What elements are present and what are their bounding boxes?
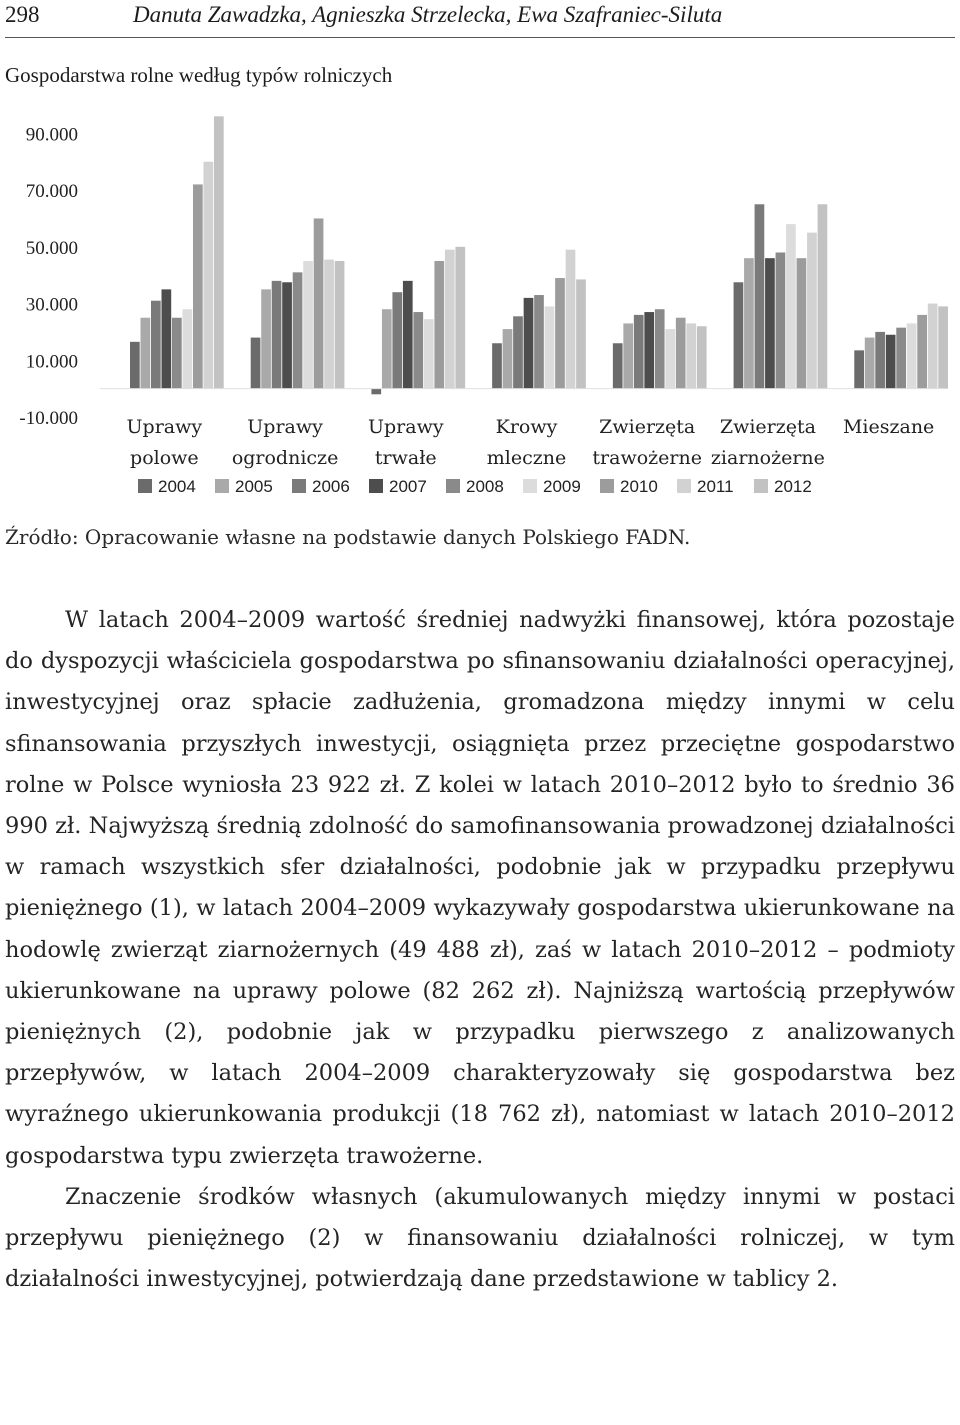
legend-label: 2004	[158, 477, 196, 496]
bar-chart	[0, 100, 960, 510]
bar	[172, 318, 182, 389]
bar	[303, 261, 313, 389]
bar	[413, 312, 423, 389]
y-tick-label: 90.000	[25, 124, 78, 146]
bar	[545, 306, 555, 388]
category-label: Uprawy	[247, 416, 323, 438]
bar	[896, 328, 906, 389]
bar	[130, 342, 140, 389]
bar	[797, 258, 807, 388]
bar	[807, 233, 817, 389]
bar	[917, 315, 927, 389]
running-head-authors: Danuta Zawadzka, Agnieszka Strzelecka, Ewa Szafraniec-Siluta	[133, 2, 723, 27]
bar	[513, 316, 523, 388]
figure-source: Źródło: Opracowanie własne na podstawie danych Polskiego FADN.	[5, 525, 691, 549]
bar	[261, 289, 271, 388]
bar	[875, 332, 885, 389]
legend-swatch	[754, 479, 768, 493]
bar	[403, 281, 413, 389]
bar	[566, 250, 576, 389]
bar	[151, 301, 161, 389]
body-text	[5, 600, 955, 1300]
page-number: 298	[5, 2, 40, 27]
page-header	[5, 2, 955, 34]
bar	[786, 224, 796, 389]
bar	[193, 184, 203, 388]
bar	[324, 260, 334, 389]
bar	[686, 323, 696, 388]
bar	[492, 343, 502, 388]
y-tick-label: -10.000	[19, 408, 78, 429]
legend-label: 2008	[466, 477, 504, 496]
legend-label: 2010	[620, 477, 658, 496]
chart-title: Gospodarstwa rolne według typów rolniczych	[5, 63, 393, 87]
legend-label: 2007	[389, 477, 427, 496]
bar	[854, 350, 864, 388]
legend-label: 2005	[235, 477, 273, 496]
category-label: Zwierzęta	[719, 416, 816, 438]
legend-swatch	[369, 479, 383, 493]
bar	[382, 309, 392, 388]
legend-swatch	[215, 479, 229, 493]
y-tick-label: 30.000	[25, 294, 78, 316]
category-label: mleczne	[486, 447, 567, 469]
bar	[886, 335, 896, 389]
bar	[907, 323, 917, 388]
bar	[938, 306, 948, 388]
bar	[524, 298, 534, 389]
bar	[503, 329, 513, 389]
bar	[251, 338, 261, 389]
bar	[744, 258, 754, 388]
legend-swatch	[138, 479, 152, 493]
bar	[776, 252, 786, 388]
legend-swatch	[446, 479, 460, 493]
bar	[665, 329, 675, 389]
category-label: polowe	[130, 447, 199, 469]
bar	[644, 312, 654, 389]
legend-swatch	[600, 479, 614, 493]
bar	[445, 250, 455, 389]
bar	[141, 318, 151, 389]
bar	[576, 279, 586, 388]
legend-swatch	[677, 479, 691, 493]
category-label: Krowy	[495, 416, 558, 438]
paragraph-2: Znaczenie środków własnych (akumulowanych między innymi w postaci przepływu pieniężnego (2) w finansowaniu działalności rolniczej, w tym działalności inwestycyjnej, potwierdzają dane przedstawione w tablicy 2.	[5, 1183, 955, 1293]
y-tick-label: 70.000	[25, 181, 78, 203]
legend-label: 2011	[697, 477, 734, 496]
bar	[162, 289, 172, 388]
y-tick-label: 10.000	[25, 351, 78, 373]
bar	[434, 261, 444, 389]
paragraph-1: W latach 2004–2009 wartość średniej nadwyżki finansowej, która pozostaje do dyspozycji właściciela gospodarstwa po sfinansowaniu działalności operacyjnej, inwestycyjnej oraz spłacie zadłużenia, gromadzona między innymi w celu sfinansowania przyszłych inwestycji, osiągnięta przez przeciętne gospodarstwo rolne w Polsce wyniosła 23 922 zł. Z kolei w latach 2010–2012 było to średnio 36 990 zł. Najwyższą średnią zdolność do samofinansowania prowadzonej działalności w ramach wszystkich sfer działalności, podobnie jak w przypadku przepływu pieniężnego (1), w latach 2004–2009 wykazywały gospodarstwa ukierunkowane na hodowlę zwierząt ziarnożernych (49 488 zł), zaś w latach 2010–2012 – podmioty ukierunkowane na uprawy polowe (82 262 zł). Najniższą wartością przepływów pieniężnych (2), podobnie jak w przypadku pierwszego z analizowanych przepływów, w latach 2004–2009 charakteryzowały się gospodarstwa bez wyraźnego ukierunkowania produkcji (18 762 zł), natomiast w latach 2010–2012 gospodarstwa typu zwierzęta trawożerne.	[5, 607, 955, 1169]
legend-label: 2009	[543, 477, 581, 496]
category-label: trawożerne	[592, 447, 703, 469]
bar	[865, 338, 875, 389]
header-rule	[5, 37, 955, 38]
bar	[272, 281, 282, 389]
legend-swatch	[523, 479, 537, 493]
bar	[655, 309, 665, 388]
category-label: ziarnożerne	[710, 447, 825, 469]
category-label: Uprawy	[126, 416, 203, 438]
bar	[765, 258, 775, 388]
bar	[755, 204, 765, 388]
category-label: trwałe	[374, 447, 437, 469]
bar	[455, 247, 465, 389]
bar	[623, 323, 633, 388]
bar	[183, 309, 193, 388]
y-tick-label: 50.000	[25, 237, 78, 259]
legend-label: 2006	[312, 477, 350, 496]
bar	[818, 204, 828, 388]
bar	[697, 326, 707, 388]
bar	[613, 343, 623, 388]
category-label: Zwierzęta	[599, 416, 696, 438]
bar	[392, 292, 402, 388]
bar	[676, 318, 686, 389]
bar	[371, 389, 381, 395]
category-label: Uprawy	[367, 416, 444, 438]
bar	[534, 295, 544, 389]
bar	[734, 282, 744, 388]
bar	[314, 218, 324, 388]
category-label: ogrodnicze	[231, 447, 339, 469]
bar	[424, 319, 434, 388]
category-label: Mieszane	[842, 416, 935, 438]
bar	[928, 304, 938, 389]
bar	[293, 272, 303, 388]
bar	[214, 116, 224, 388]
legend-swatch	[292, 479, 306, 493]
bar	[204, 162, 214, 389]
legend-label: 2012	[774, 477, 812, 496]
bar	[282, 282, 292, 388]
bar	[634, 315, 644, 389]
bar	[335, 261, 345, 389]
bar	[555, 278, 565, 389]
